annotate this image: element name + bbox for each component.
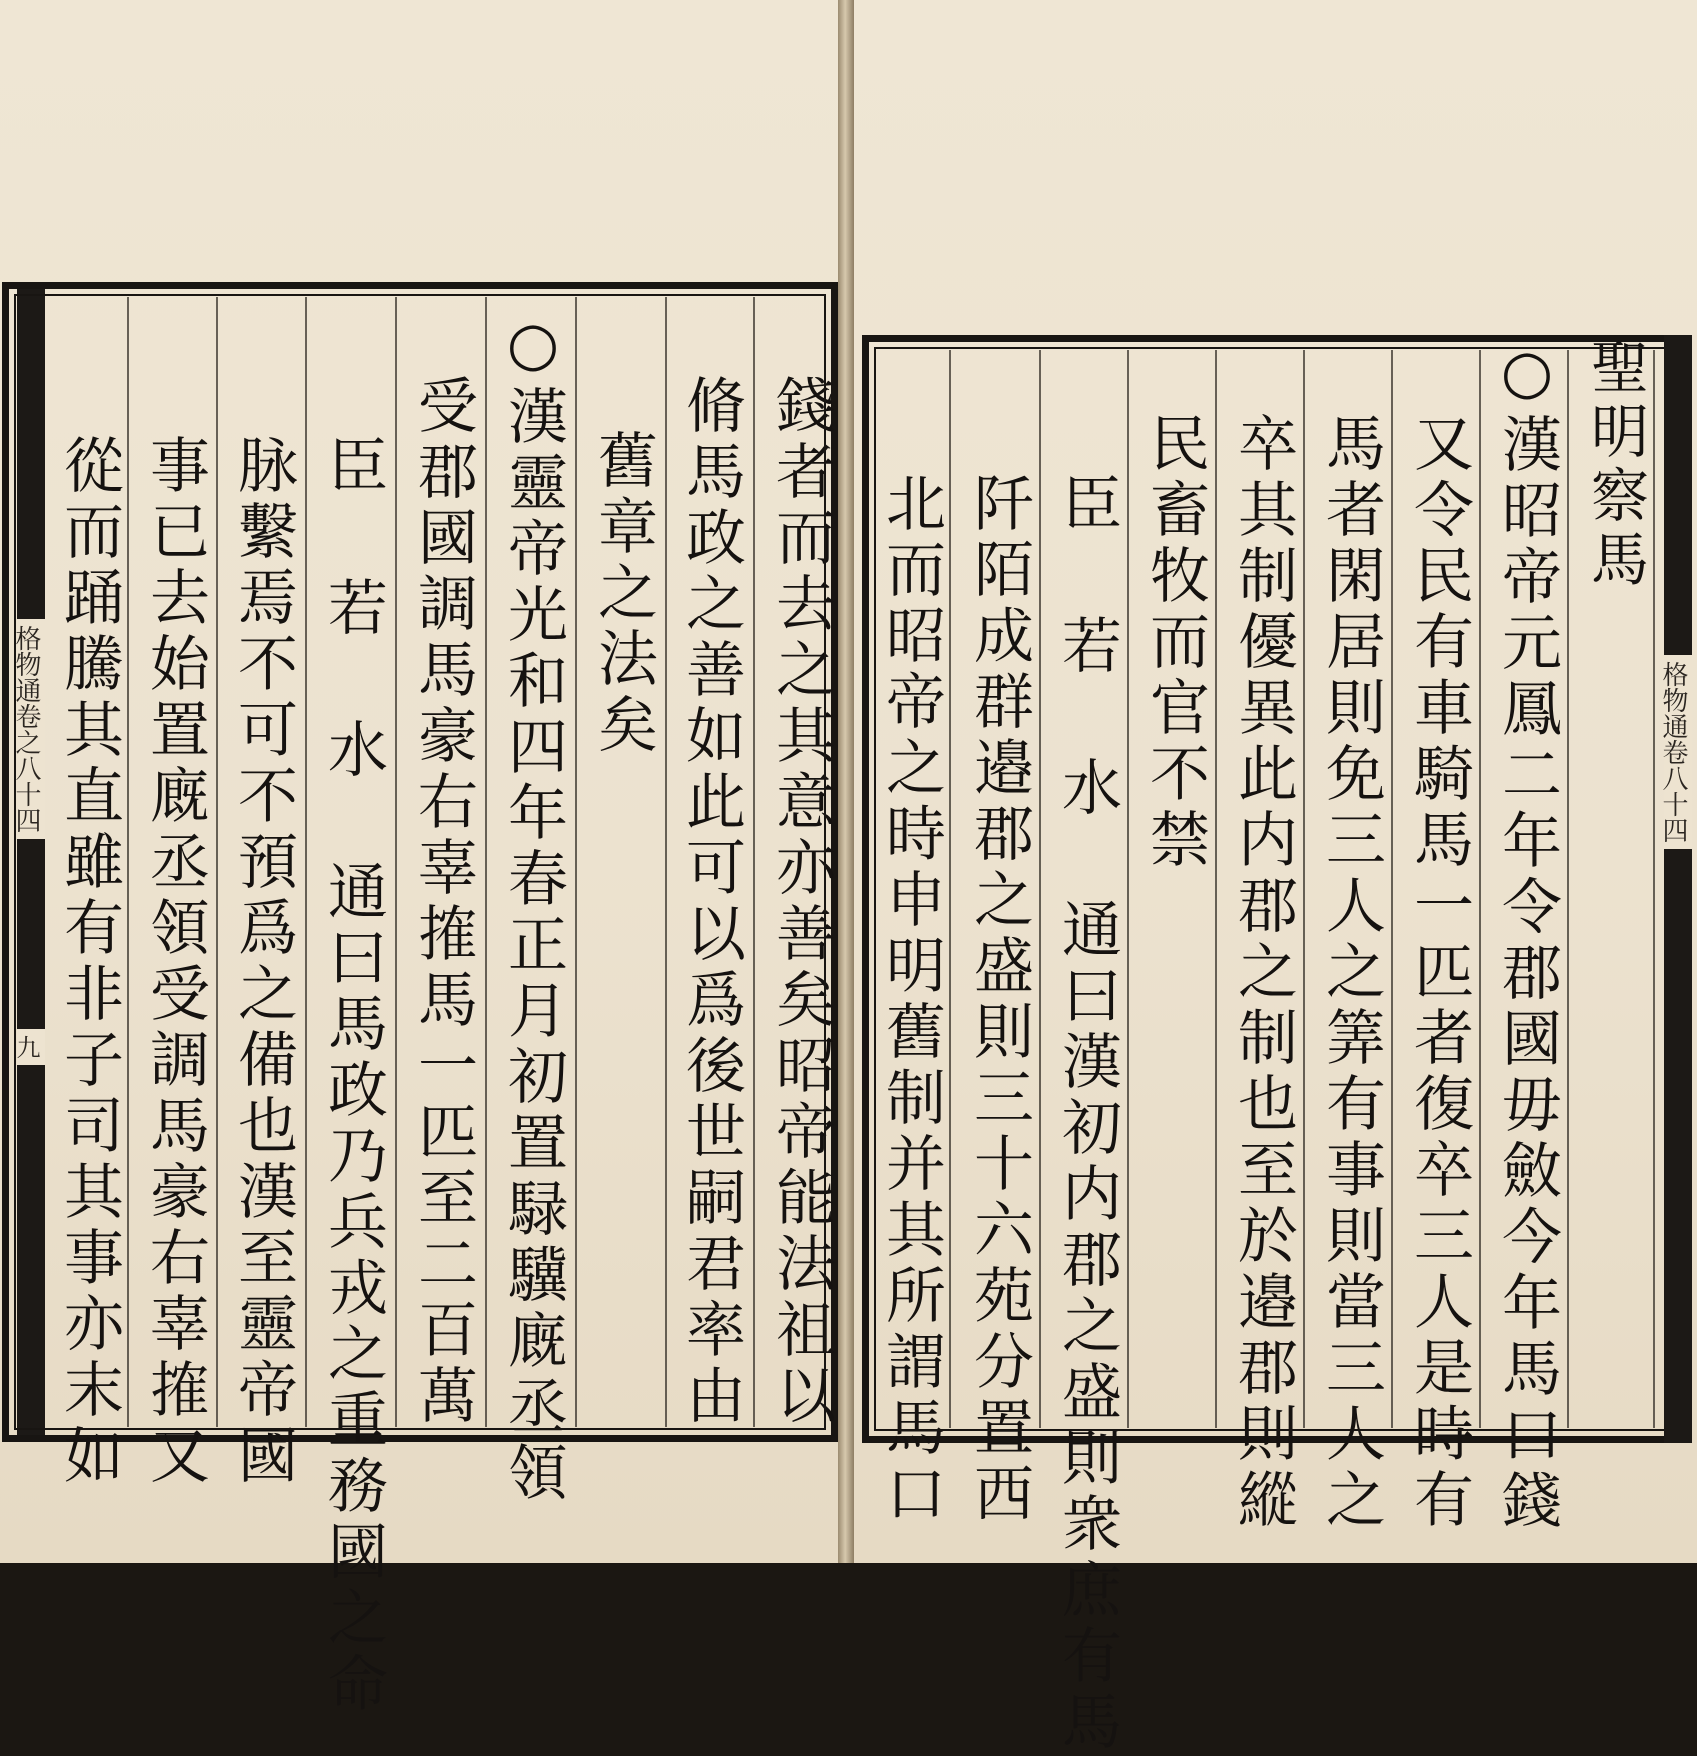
text-column-4: 卒其制優異此内郡之制也至於邉郡則縱: [1228, 412, 1298, 1534]
text-column-6: 臣 若 水 通曰馬政乃兵戎之重務國之命: [318, 434, 388, 1718]
left-text-frame: [2, 282, 838, 1718]
text-column-8: 北而昭帝之時申明舊制并其所謂馬口: [876, 472, 946, 1528]
left-page: [0, 0, 838, 1718]
text-column-5: 受郡國調馬豪右辜搉馬一匹至二百萬: [408, 374, 478, 1430]
text-column-7: 阡陌成群邉郡之盛則三十六苑分置西: [964, 472, 1034, 1528]
text-column-1: 錢者而去之其意亦善矣昭帝能法祖以: [766, 374, 836, 1430]
text-column-7: 脉繫焉不可不預爲之備也漢至靈帝國: [228, 434, 298, 1490]
text-column-2: 脩馬政之善如此可以爲後世嗣君率由: [676, 374, 746, 1430]
text-column-9: 從而踊騰其直雖有非子司其事亦末如: [54, 434, 124, 1490]
text-column-4: ○漢靈帝光和四年春正月初置騄驥廐丞領: [498, 309, 568, 1507]
text-column-3: 舊章之法矣: [588, 429, 658, 759]
text-column-2: 又令民有車騎馬一匹者復卒三人是時有: [1404, 412, 1474, 1534]
text-column-6: 臣 若 水 通曰漢初内郡之盛則衆庶有馬: [1052, 472, 1122, 1756]
heading-column: 聖明察馬: [1581, 337, 1649, 593]
fold-column: [11, 289, 45, 1435]
fold-label: 格物通卷之八十四: [17, 619, 45, 839]
right-text-frame: [862, 335, 1682, 1756]
book-gutter: [838, 0, 854, 1563]
text-column-5: 民畜牧而官不禁: [1140, 412, 1210, 874]
text-column-3: 馬者閑居則免三人之筭有事則當三人之: [1316, 412, 1386, 1534]
text-column-8: 事已去始置廐丞領受調馬豪右辜搉又: [140, 434, 210, 1490]
text-column-1: ○漢昭帝元鳳二年令郡國毋斂今年馬口錢: [1492, 337, 1562, 1535]
fold-page-number: 九: [17, 1029, 45, 1065]
right-fold-column: [1658, 335, 1692, 1443]
fold-label: 格物通卷八十四: [1664, 655, 1692, 849]
